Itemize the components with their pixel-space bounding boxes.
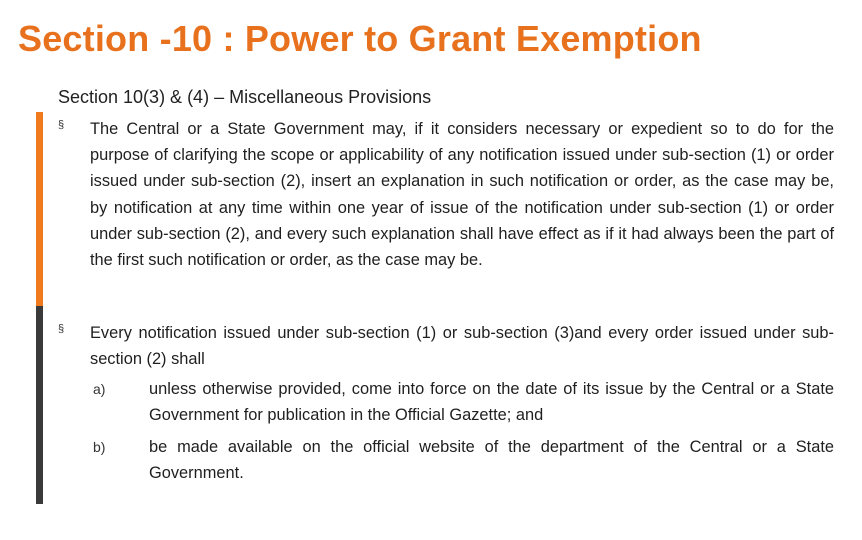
bullet-marker-icon: §	[58, 119, 65, 131]
accent-bar-top	[36, 112, 43, 306]
bullet-item	[58, 320, 834, 372]
sub-item-label: b)	[93, 439, 106, 455]
bullet-item	[58, 116, 834, 273]
accent-bar-bottom	[36, 306, 43, 504]
bullet-marker-icon: §	[58, 323, 65, 335]
sub-item	[93, 376, 834, 428]
bullet-text: The Central or a State Government may, if it considers necessary or expedient so to do for the purpose of clarifying the scope or applicability of any notification issued under sub-section (1) or order issued under sub-section (2), insert an explanation in such notification or order, as the case may be, by notification at any time within one year of issue of the notification under sub-section (1) or order under sub-section (2), and every such explanation shall have effect as if it had always been the part of the first such notification or order, as the case may be.	[90, 120, 834, 270]
bullet-text: Every notification issued under sub-section (1) or sub-section (3)and every order issued under sub-section (2) shall	[90, 324, 834, 369]
sub-item-text: be made available on the official website of the department of the Central or a State Government.	[149, 438, 834, 483]
section-subtitle: Section 10(3) & (4) – Miscellaneous Provisions	[58, 87, 432, 107]
page-title: Section -10 : Power to Grant Exemption	[18, 18, 702, 59]
sub-item-text: unless otherwise provided, come into force on the date of its issue by the Central or a State Government for publication in the Official Gazette; and	[149, 380, 834, 425]
sub-item-label: a)	[93, 381, 106, 397]
sub-item	[93, 434, 834, 486]
